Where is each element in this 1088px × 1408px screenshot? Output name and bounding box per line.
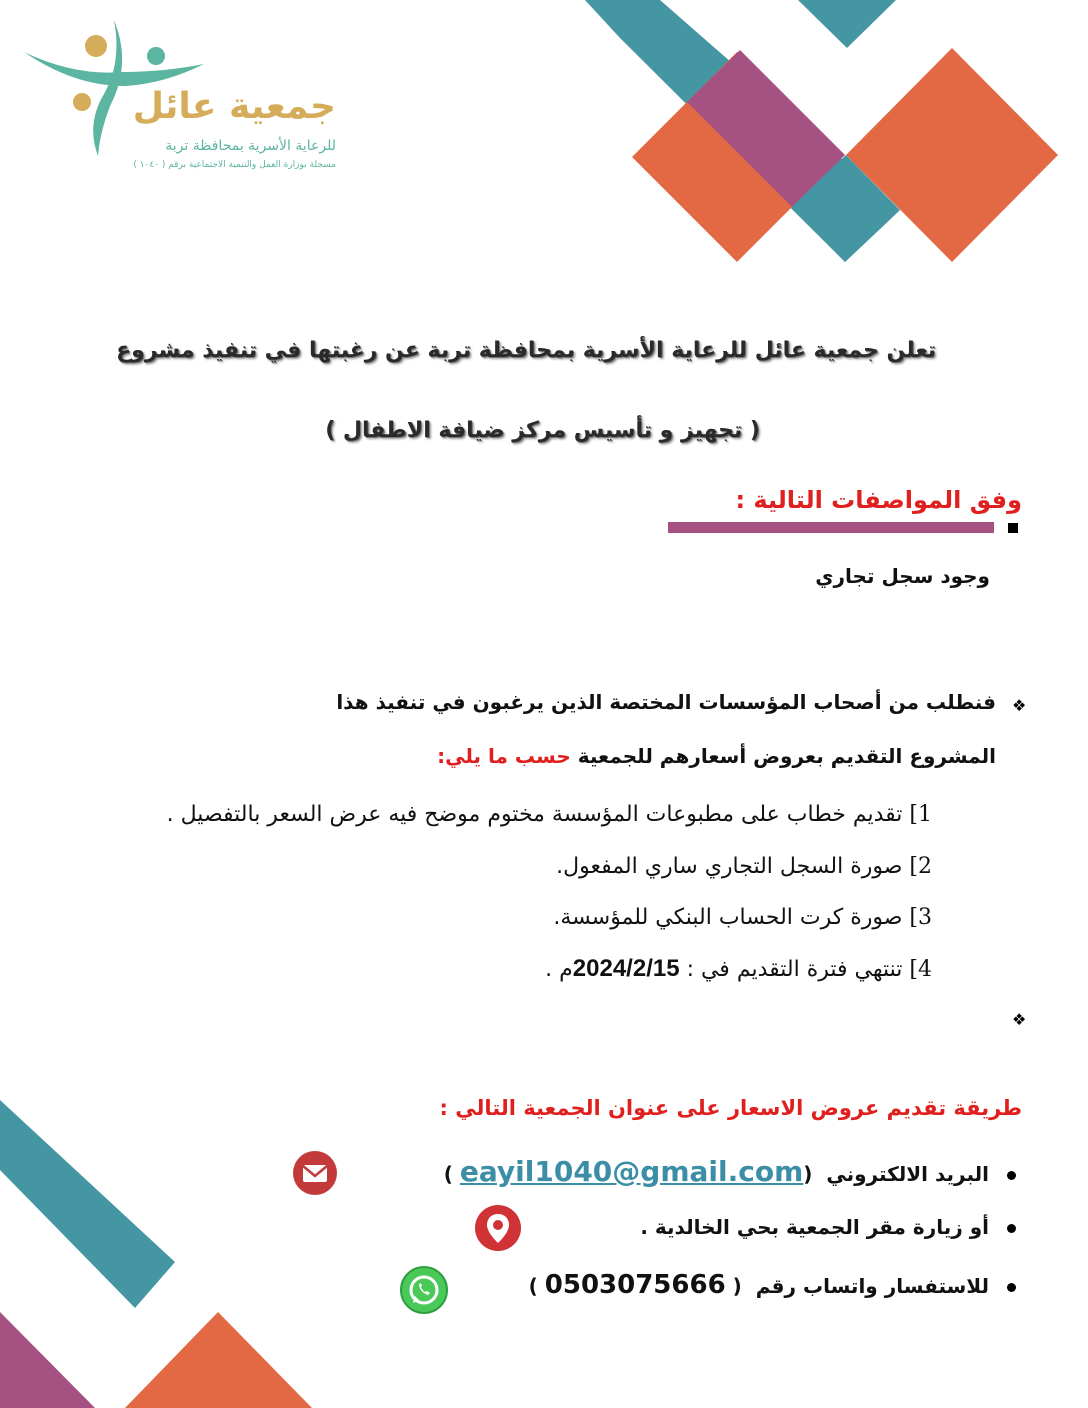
list-item-number: 3] — [909, 905, 932, 930]
bullet-dot-icon — [1007, 1224, 1016, 1233]
email-label: البريد الالكتروني — [826, 1162, 989, 1186]
logo-subtitle: للرعاية الأسرية بمحافظة تربة — [165, 138, 336, 154]
list-item-number: 2] — [909, 854, 932, 879]
bottom-orange-triangle — [125, 1312, 312, 1408]
list-item — [545, 955, 932, 983]
deadline-date: 2024/2/15 — [572, 955, 680, 982]
list-item-number: 1] — [909, 802, 932, 827]
list-item — [553, 905, 932, 930]
diamond-bullet-icon: ❖ — [1012, 696, 1027, 715]
bottom-teal-stripe — [0, 1100, 175, 1308]
list-item — [167, 802, 932, 827]
mail-icon — [292, 1150, 338, 1196]
submission-heading: طريقة تقديم عروض الاسعار على عنوان الجمعية التالي : — [439, 1096, 1022, 1120]
list-item-text: تقديم خطاب على مطبوعات المؤسسة مختوم موضح فيه عرض السعر بالتفصيل . — [166, 802, 903, 827]
list-item-suffix: م . — [545, 957, 573, 982]
request-line-2-text: المشروع التقديم بعروض أسعارهم للجمعية — [577, 744, 996, 768]
diamond-bullet-icon: ❖ — [1012, 1010, 1027, 1029]
requirement-commercial-register: وجود سجل تجاري — [815, 564, 990, 588]
location-pin-icon — [474, 1204, 522, 1252]
logo-name: جمعية عائل — [132, 86, 336, 127]
list-item-text: تنتهي فترة التقديم في : — [686, 957, 903, 982]
logo-registration: مسجلة بوزارة العمل والتنمية الاجتماعية برقم ( ١٠٤٠ ) — [133, 160, 336, 170]
whatsapp-row: للاستفسار واتساب رقم ( 0503075666 ) — [529, 1270, 1016, 1300]
list-item — [556, 854, 932, 879]
bullet-dot-icon — [1007, 1283, 1016, 1292]
visit-text: أو زيارة مقر الجمعية بحي الخالدية . — [640, 1215, 989, 1239]
bullet-dot-icon — [1007, 1171, 1016, 1180]
list-item-text: صورة السجل التجاري ساري المفعول. — [556, 854, 903, 879]
whatsapp-icon — [400, 1266, 448, 1314]
specs-heading: وفق المواصفات التالية : — [735, 486, 1022, 514]
organization-logo — [14, 14, 336, 170]
email-row: البريد الالكتروني (eayil1040@gmail.com ) — [444, 1155, 1016, 1188]
request-line-1: فنطلب من أصحاب المؤسسات المختصة الذين يرغبون في تنفيذ هذا — [336, 690, 996, 714]
list-item-text: صورة كرت الحساب البنكي للمؤسسة. — [553, 905, 903, 930]
request-line-2 — [437, 744, 996, 768]
announcement-line-2: ( تجهيز و تأسيس مركز ضيافة الاطفال ) — [325, 418, 760, 443]
list-item-number: 4] — [909, 957, 932, 982]
whatsapp-label: للاستفسار واتساب رقم — [755, 1274, 989, 1298]
bottom-purple-triangle — [0, 1312, 95, 1408]
announcement-line-1: تعلن جمعية عائل للرعاية الأسرية بمحافظة تربة عن رغبتها في تنفيذ مشروع — [116, 338, 936, 363]
request-line-2-highlight: حسب ما يلي: — [437, 744, 571, 768]
email-link[interactable]: eayil1040@gmail.com — [459, 1155, 804, 1188]
square-bullet-icon — [1008, 523, 1018, 533]
top-teal-triangle — [798, 0, 896, 48]
visit-row — [640, 1215, 1016, 1239]
specs-underline-bar — [668, 522, 994, 533]
phone-number: 0503075666 — [544, 1270, 726, 1300]
